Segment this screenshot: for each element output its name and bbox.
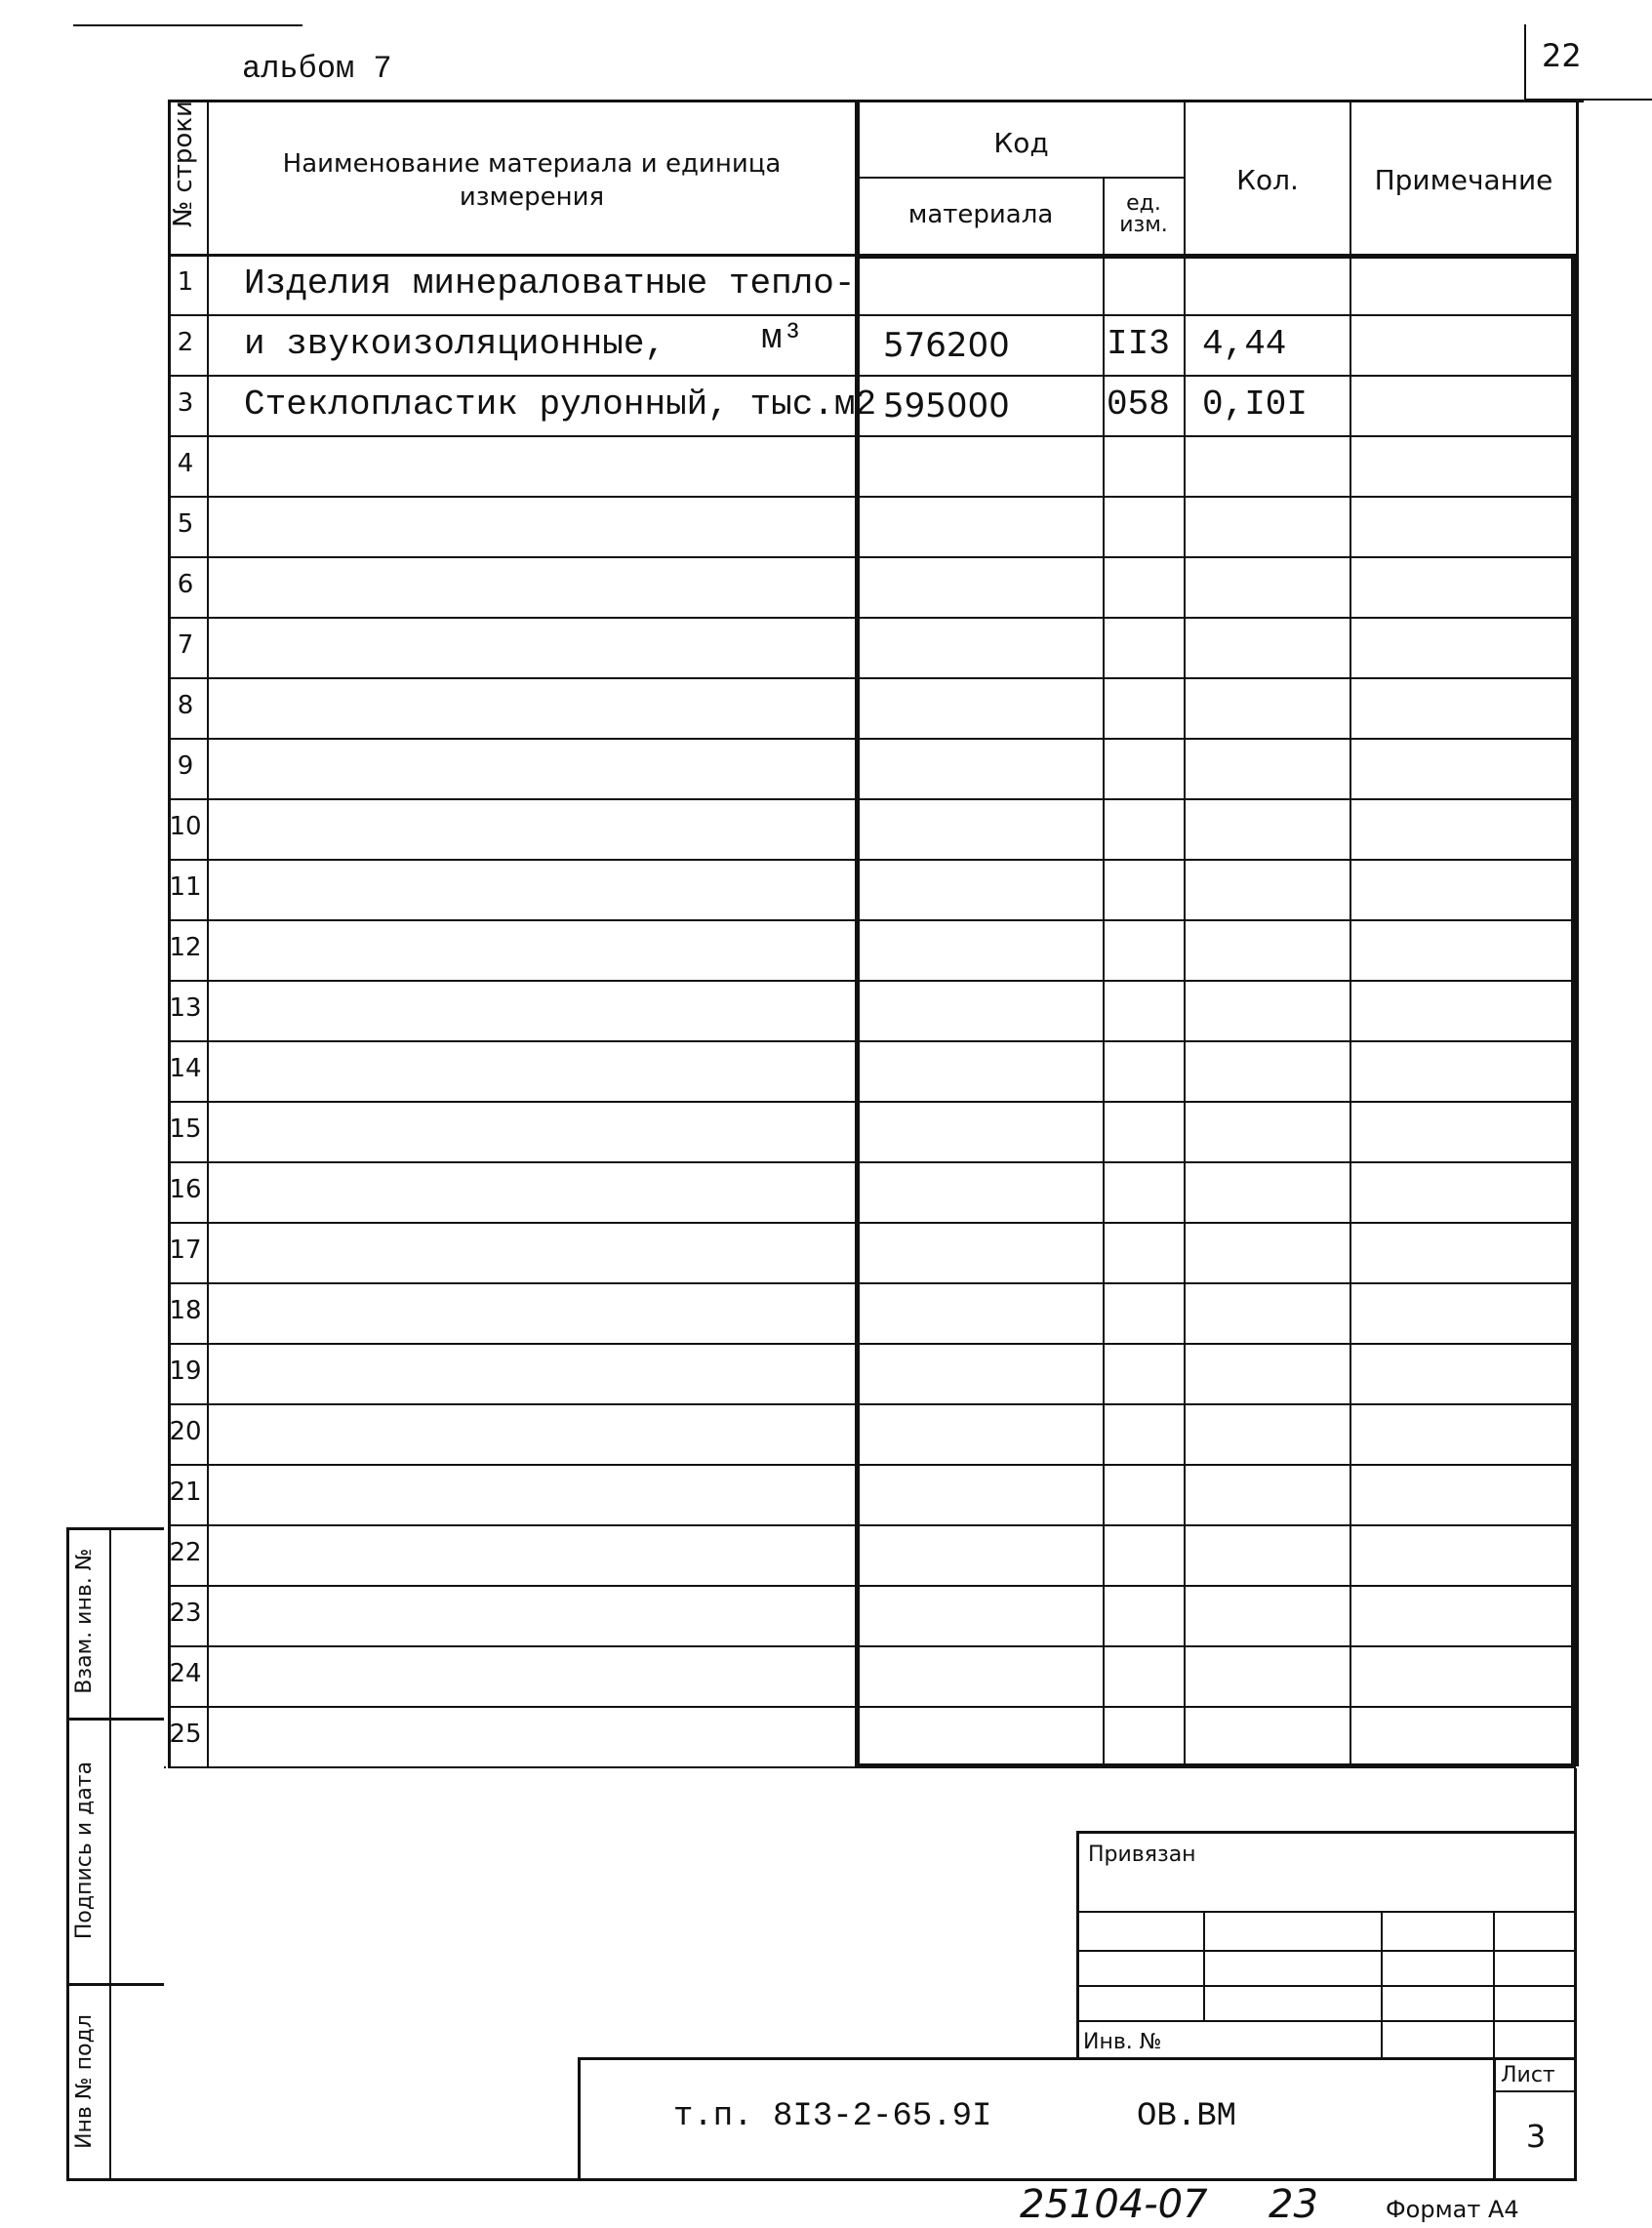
row-rule	[168, 980, 1576, 982]
row-unit-code: 058	[1107, 385, 1170, 425]
sheet-label: Лист	[1501, 2063, 1555, 2087]
code-block-right	[1571, 254, 1576, 1766]
row-number: 6	[177, 570, 194, 599]
header-name: Наименование материала и единица измерения	[282, 149, 782, 212]
row-rule	[168, 1645, 1576, 1647]
album-label: альбом 7	[242, 51, 392, 87]
handwritten-number: 25104-07	[1020, 2182, 1208, 2227]
row-rule	[168, 859, 1576, 861]
row-rule	[168, 496, 1576, 498]
row-rule	[168, 1282, 1576, 1284]
row-rule	[168, 1161, 1576, 1163]
row-number: 2	[177, 328, 194, 357]
privyazan-label: Привязан	[1088, 1843, 1196, 1867]
row-material-code: 576200	[883, 326, 1010, 365]
row-number: 17	[169, 1236, 202, 1265]
row-qty: 0,I0I	[1202, 385, 1309, 425]
stamp-podpis-data: Подпись и дата	[72, 1761, 97, 1940]
page-number: 22	[1542, 37, 1582, 74]
sheet-number: 3	[1525, 2117, 1547, 2155]
privyazan-row-4	[1076, 2020, 1576, 2022]
row-rule	[168, 1706, 1576, 1708]
frame-left-lower	[164, 1766, 166, 1768]
col-rule-note	[1350, 100, 1351, 1766]
row-rule	[168, 1403, 1576, 1405]
header-code-material: материала	[907, 200, 1054, 229]
privyazan-top	[1076, 1831, 1576, 1834]
row-number: 25	[169, 1720, 202, 1749]
code-block-top	[855, 254, 1576, 259]
row-number: 23	[169, 1599, 202, 1628]
row-material-code: 595000	[883, 386, 1010, 425]
doc-code: т.п. 8I3-2-65.9I	[673, 2098, 992, 2135]
row-rule	[168, 435, 1576, 437]
row-rule	[168, 798, 1576, 800]
row-unit-code: II3	[1107, 324, 1170, 364]
row-name: и звукоизоляционные,	[244, 324, 666, 364]
row-name: Стеклопластик рулонный, тыс.м2	[244, 385, 877, 425]
privyazan-col-3	[1493, 1911, 1495, 2057]
row-number: 10	[169, 812, 202, 841]
table-bottom	[168, 1766, 1576, 1768]
row-qty: 4,44	[1202, 324, 1287, 364]
row-name: Изделия минераловатные тепло-	[244, 263, 856, 304]
row-number: 22	[169, 1538, 202, 1567]
row-number: 11	[169, 872, 202, 902]
stamp-inv-podl: Инв № подл	[72, 2014, 97, 2149]
sheet-label-rule	[1493, 2090, 1576, 2092]
col-rule-rownum	[207, 100, 209, 1766]
row-number: 20	[169, 1417, 202, 1446]
row-rule	[168, 919, 1576, 921]
privyazan-col-2	[1381, 1911, 1383, 2057]
row-number: 4	[177, 449, 194, 478]
row-rule	[168, 1222, 1576, 1224]
row-number: 13	[169, 993, 202, 1023]
row-rule	[168, 677, 1576, 679]
row-number: 14	[169, 1054, 202, 1083]
privyazan-row-2	[1076, 1950, 1576, 1952]
frame-bottom	[66, 2178, 1576, 2181]
row-rule	[168, 375, 1576, 377]
page-number-divider	[1524, 24, 1526, 101]
header-qty: Кол.	[1236, 164, 1299, 196]
row-number: 12	[169, 933, 202, 962]
code-block-left	[855, 100, 860, 1766]
row-number: 8	[177, 691, 194, 720]
privyazan-col-1	[1203, 1911, 1205, 2020]
row-number: 21	[169, 1478, 202, 1507]
row-rule	[168, 1101, 1576, 1103]
inv-no-label: Инв. №	[1083, 2030, 1162, 2054]
row-rule	[168, 1343, 1576, 1345]
row-rule	[168, 1040, 1576, 1042]
format-label: Формат А4	[1386, 2196, 1519, 2223]
side-stamp-outer	[66, 1527, 69, 2181]
row-number: 7	[177, 630, 194, 660]
frame-right-lower	[1574, 1768, 1577, 2181]
col-rule-qty	[1184, 100, 1186, 1766]
row-rule	[168, 556, 1576, 558]
row-number: 1	[177, 267, 194, 297]
row-rule	[168, 1585, 1576, 1587]
stamp-vzam-inv: Взам. инв. №	[72, 1548, 97, 1694]
handwritten-number-2: 23	[1269, 2182, 1318, 2227]
header-row-number: № строки	[169, 101, 198, 227]
row-number: 3	[177, 388, 194, 418]
privyazan-row-1	[1076, 1911, 1576, 1913]
header-code: Код	[993, 126, 1049, 159]
row-number: 15	[169, 1114, 202, 1144]
header-code-unit: ед. изм.	[1119, 191, 1168, 237]
doc-mark: ОВ.ВМ	[1137, 2098, 1237, 2135]
top-rule	[73, 24, 302, 26]
row-number: 9	[177, 751, 194, 781]
title-strip-left	[578, 2057, 581, 2181]
row-rule	[168, 1524, 1576, 1526]
side-stamp-inner	[109, 1527, 111, 2181]
row-number: 19	[169, 1357, 202, 1386]
row-rule	[168, 617, 1576, 619]
table-right	[1576, 100, 1579, 1766]
row-number: 18	[169, 1296, 202, 1325]
row-rule	[168, 314, 1576, 316]
col-rule-unit	[1103, 177, 1105, 1766]
privyazan-left	[1076, 1831, 1079, 2060]
row-name-unit: м³	[761, 318, 804, 358]
row-rule	[168, 738, 1576, 740]
row-rule	[168, 1464, 1576, 1466]
privyazan-row-3	[1076, 1985, 1576, 1987]
title-strip-top	[578, 2057, 1576, 2060]
row-number: 5	[177, 509, 194, 539]
row-number: 24	[169, 1659, 202, 1688]
table-top	[168, 100, 1584, 102]
row-number: 16	[169, 1175, 202, 1204]
code-subheader-rule	[859, 177, 1186, 179]
header-note: Примечание	[1374, 164, 1553, 196]
